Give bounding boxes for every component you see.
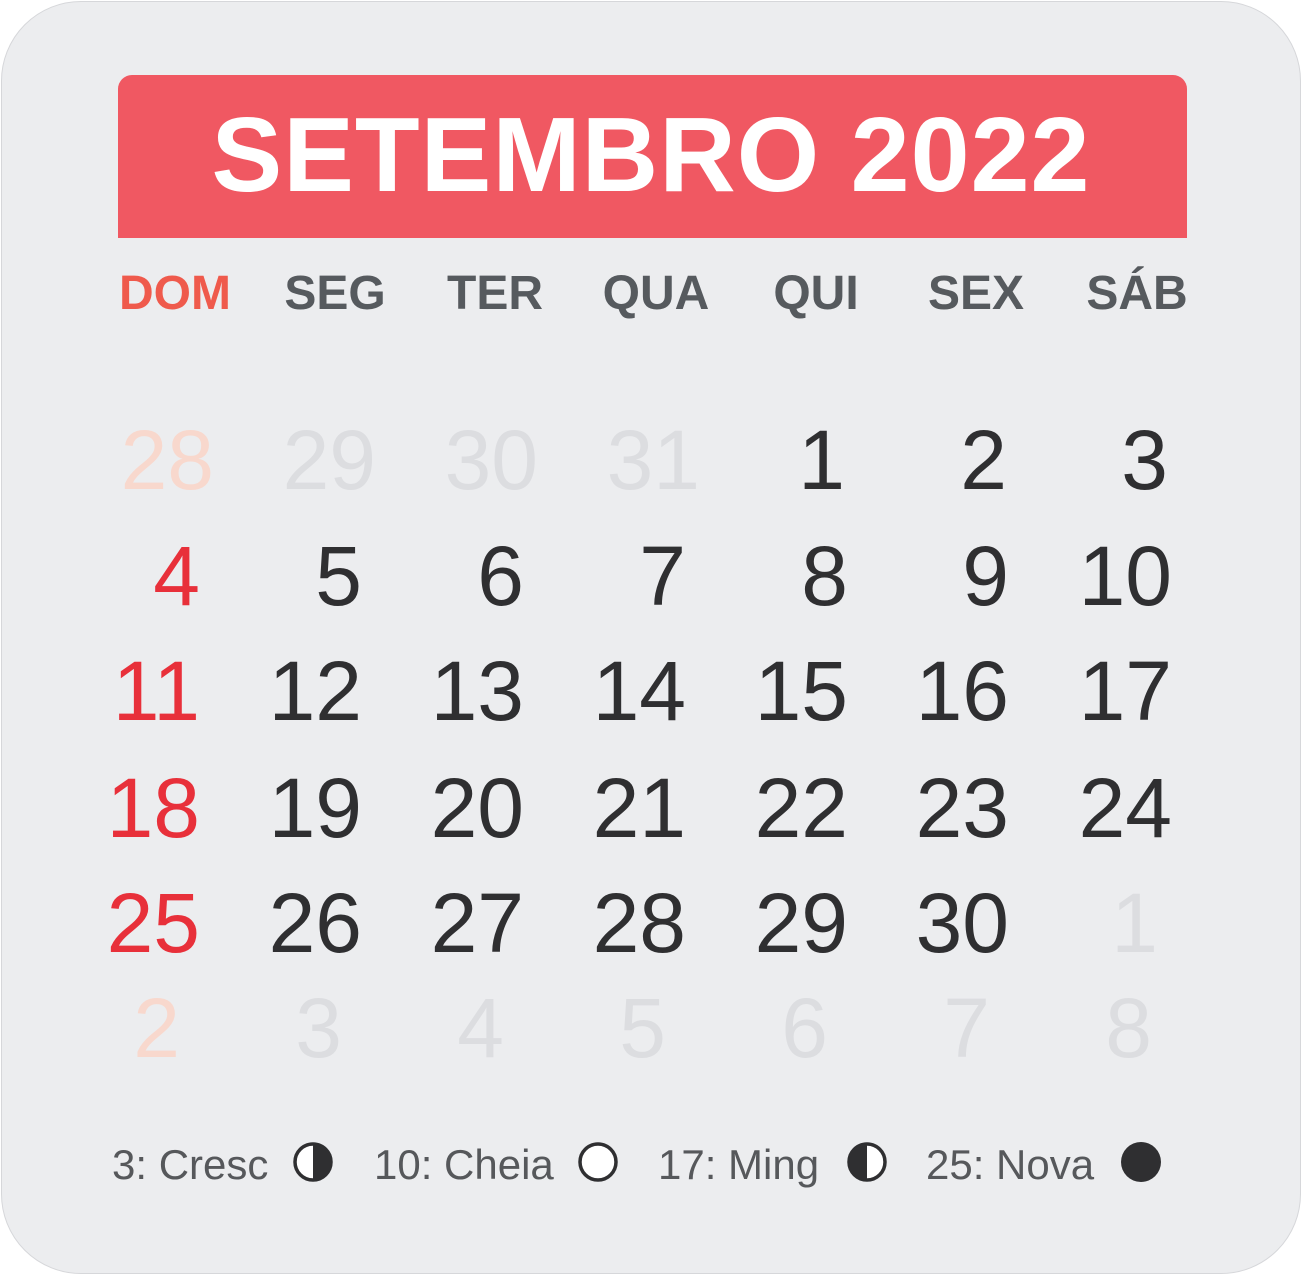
day-cell: 30: [444, 413, 538, 507]
day-cell: 4: [457, 981, 504, 1075]
new-moon-icon: [1120, 1141, 1162, 1183]
day-cell: 6: [781, 981, 828, 1075]
day-cell: 18: [106, 761, 200, 855]
day-cell: 23: [915, 761, 1009, 855]
day-cell: 20: [430, 761, 524, 855]
day-cell: 17: [1078, 644, 1172, 738]
day-cell: 5: [315, 529, 362, 623]
first-quarter-moon-icon: [292, 1141, 334, 1183]
day-cell: 2: [133, 981, 180, 1075]
day-cell: 24: [1078, 761, 1172, 855]
day-cell: 13: [430, 644, 524, 738]
day-cell: 19: [268, 761, 362, 855]
day-cell: 14: [592, 644, 686, 738]
weekday-sun: DOM: [119, 267, 231, 320]
day-cell: 22: [754, 761, 848, 855]
weekday-sat: SÁB: [1086, 267, 1188, 320]
day-cell: 31: [606, 413, 700, 507]
day-cell: 15: [754, 644, 848, 738]
day-cell: 1: [1111, 876, 1158, 970]
day-cell: 3: [295, 981, 342, 1075]
day-cell: 9: [962, 529, 1009, 623]
day-cell: 5: [619, 981, 666, 1075]
weekday-wed: QUA: [602, 267, 710, 320]
moon-phase-label: 3: Cresc: [112, 1141, 269, 1188]
day-cell: 28: [120, 413, 214, 507]
day-cell: 26: [268, 876, 362, 970]
weekday-mon: SEG: [284, 267, 386, 320]
day-cell: 6: [477, 529, 524, 623]
day-cell: 2: [960, 413, 1007, 507]
day-cell: 27: [430, 876, 524, 970]
day-cell: 28: [592, 876, 686, 970]
day-cell: 8: [801, 529, 848, 623]
month-title: SETEMBRO 2022: [211, 96, 1091, 214]
weekday-thu: QUI: [773, 267, 859, 320]
day-cell: 4: [153, 529, 200, 623]
full-moon-icon: [577, 1141, 619, 1183]
day-cell: 3: [1121, 413, 1168, 507]
moon-phase-label: 10: Cheia: [374, 1141, 554, 1188]
moon-phase-label: 17: Ming: [658, 1141, 820, 1188]
moon-phase-label: 25: Nova: [926, 1141, 1095, 1188]
day-cell: 8: [1105, 981, 1152, 1075]
day-cell: 25: [106, 876, 200, 970]
day-cell: 21: [592, 761, 686, 855]
day-cell: 1: [798, 413, 845, 507]
day-cell: 7: [639, 529, 686, 623]
day-cell: 30: [915, 876, 1009, 970]
day-cell: 11: [112, 644, 200, 738]
day-cell: 7: [943, 981, 990, 1075]
day-cell: 29: [282, 413, 376, 507]
weekday-tue: TER: [447, 267, 543, 320]
day-cell: 29: [754, 876, 848, 970]
day-cell: 16: [915, 644, 1009, 738]
last-quarter-moon-icon: [846, 1141, 888, 1183]
weekday-fri: SEX: [927, 267, 1025, 320]
day-cell: 10: [1078, 529, 1172, 623]
day-cell: 12: [268, 644, 362, 738]
